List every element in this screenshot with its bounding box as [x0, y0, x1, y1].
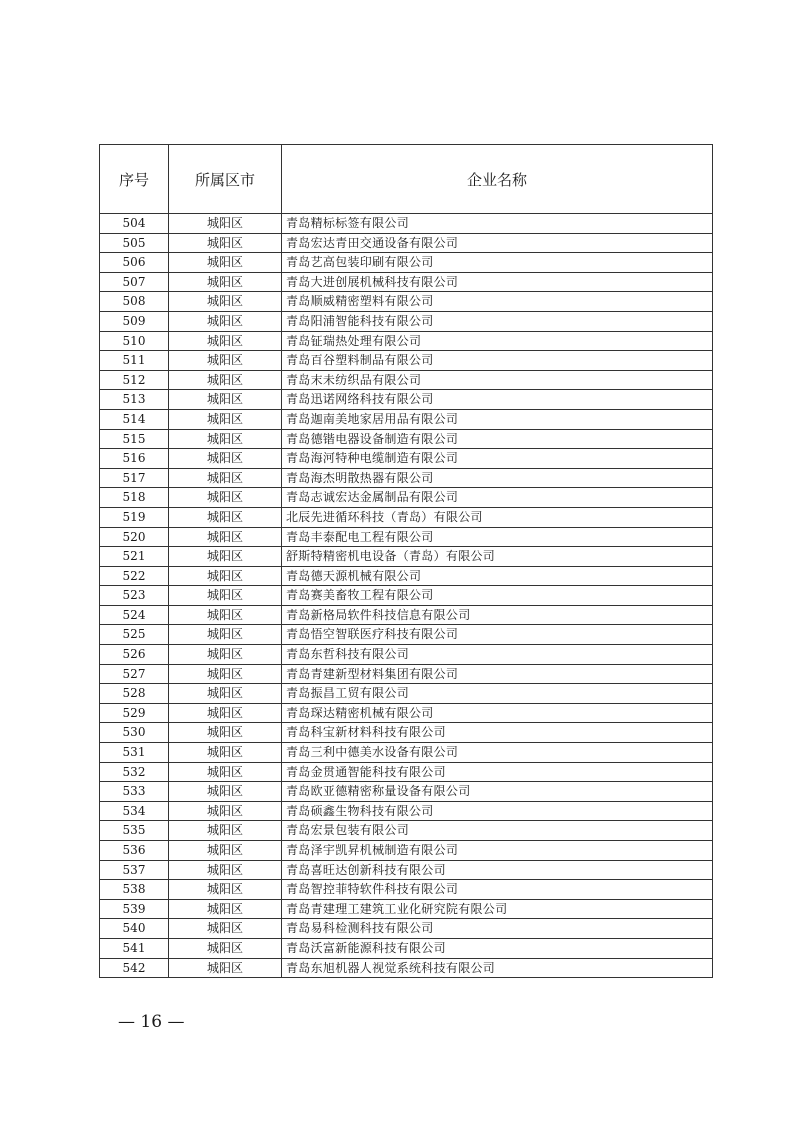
row-district: 城阳区 — [169, 214, 282, 234]
row-company-name: 青岛钲瑞热处理有限公司 — [282, 331, 713, 351]
row-district: 城阳区 — [169, 880, 282, 900]
table-row — [100, 841, 713, 861]
row-company-name: 青岛泽宇凯昇机械制造有限公司 — [282, 841, 713, 861]
row-serial-number: 542 — [100, 958, 169, 978]
row-district: 城阳区 — [169, 743, 282, 763]
row-company-name: 青岛新格局软件科技信息有限公司 — [282, 605, 713, 625]
row-serial-number: 509 — [100, 311, 169, 331]
row-serial-number: 539 — [100, 899, 169, 919]
row-company-name: 青岛宏景包装有限公司 — [282, 821, 713, 841]
table-row — [100, 409, 713, 429]
row-district: 城阳区 — [169, 390, 282, 410]
row-serial-number: 511 — [100, 351, 169, 371]
row-company-name: 青岛海杰明散热器有限公司 — [282, 468, 713, 488]
row-district: 城阳区 — [169, 703, 282, 723]
table-row — [100, 684, 713, 704]
table-row — [100, 370, 713, 390]
row-serial-number: 532 — [100, 762, 169, 782]
row-company-name: 青岛百谷塑料制品有限公司 — [282, 351, 713, 371]
row-serial-number: 538 — [100, 880, 169, 900]
row-district: 城阳区 — [169, 958, 282, 978]
row-serial-number: 525 — [100, 625, 169, 645]
table-row — [100, 507, 713, 527]
table-row — [100, 253, 713, 273]
row-company-name: 青岛沃富新能源科技有限公司 — [282, 938, 713, 958]
row-serial-number: 516 — [100, 449, 169, 469]
row-district: 城阳区 — [169, 331, 282, 351]
row-company-name: 青岛喜旺达创新科技有限公司 — [282, 860, 713, 880]
row-company-name: 青岛精标标签有限公司 — [282, 214, 713, 234]
row-district: 城阳区 — [169, 370, 282, 390]
row-district: 城阳区 — [169, 919, 282, 939]
row-serial-number: 507 — [100, 272, 169, 292]
table-body — [100, 214, 713, 978]
table-row — [100, 958, 713, 978]
row-company-name: 青岛智控菲特软件科技有限公司 — [282, 880, 713, 900]
row-district: 城阳区 — [169, 801, 282, 821]
row-serial-number: 535 — [100, 821, 169, 841]
row-district: 城阳区 — [169, 586, 282, 606]
row-company-name: 北辰先进循环科技（青岛）有限公司 — [282, 507, 713, 527]
row-serial-number: 510 — [100, 331, 169, 351]
row-district: 城阳区 — [169, 409, 282, 429]
row-serial-number: 527 — [100, 664, 169, 684]
table-row — [100, 899, 713, 919]
row-serial-number: 514 — [100, 409, 169, 429]
row-serial-number: 520 — [100, 527, 169, 547]
table-row — [100, 311, 713, 331]
row-company-name: 青岛三利中德美水设备有限公司 — [282, 743, 713, 763]
table-row — [100, 645, 713, 665]
table-row — [100, 664, 713, 684]
row-company-name: 青岛东哲科技有限公司 — [282, 645, 713, 665]
table-row — [100, 272, 713, 292]
table-row — [100, 919, 713, 939]
table-row — [100, 743, 713, 763]
row-company-name: 青岛科宝新材料科技有限公司 — [282, 723, 713, 743]
row-district: 城阳区 — [169, 292, 282, 312]
row-district: 城阳区 — [169, 841, 282, 861]
row-company-name: 青岛丰泰配电工程有限公司 — [282, 527, 713, 547]
row-district: 城阳区 — [169, 272, 282, 292]
row-district: 城阳区 — [169, 547, 282, 567]
row-serial-number: 537 — [100, 860, 169, 880]
row-district: 城阳区 — [169, 449, 282, 469]
table-row — [100, 468, 713, 488]
table-row — [100, 429, 713, 449]
row-district: 城阳区 — [169, 605, 282, 625]
table-row — [100, 566, 713, 586]
table-row — [100, 527, 713, 547]
row-company-name: 青岛东旭机器人视觉系统科技有限公司 — [282, 958, 713, 978]
table-row — [100, 703, 713, 723]
row-company-name: 青岛大进创展机械科技有限公司 — [282, 272, 713, 292]
table-row — [100, 801, 713, 821]
row-company-name: 青岛顺威精密塑料有限公司 — [282, 292, 713, 312]
page-number: — 16 — — [118, 1012, 185, 1032]
header-district: 所属区市 — [169, 145, 282, 214]
row-district: 城阳区 — [169, 351, 282, 371]
row-serial-number: 521 — [100, 547, 169, 567]
row-serial-number: 517 — [100, 468, 169, 488]
row-district: 城阳区 — [169, 527, 282, 547]
row-company-name: 青岛迦南美地家居用品有限公司 — [282, 409, 713, 429]
row-serial-number: 504 — [100, 214, 169, 234]
row-district: 城阳区 — [169, 684, 282, 704]
row-company-name: 青岛宏达青田交通设备有限公司 — [282, 233, 713, 253]
row-serial-number: 533 — [100, 782, 169, 802]
row-district: 城阳区 — [169, 938, 282, 958]
row-serial-number: 524 — [100, 605, 169, 625]
row-company-name: 青岛硕鑫生物科技有限公司 — [282, 801, 713, 821]
table-row — [100, 938, 713, 958]
row-district: 城阳区 — [169, 429, 282, 449]
row-district: 城阳区 — [169, 625, 282, 645]
row-serial-number: 515 — [100, 429, 169, 449]
row-company-name: 青岛艺高包装印刷有限公司 — [282, 253, 713, 273]
table-row — [100, 605, 713, 625]
row-district: 城阳区 — [169, 566, 282, 586]
row-serial-number: 534 — [100, 801, 169, 821]
row-district: 城阳区 — [169, 664, 282, 684]
table-row — [100, 292, 713, 312]
table-row — [100, 547, 713, 567]
company-list-table-wrapper — [99, 144, 712, 978]
header-company-name: 企业名称 — [282, 145, 713, 214]
row-company-name: 青岛末未纺织品有限公司 — [282, 370, 713, 390]
row-serial-number: 508 — [100, 292, 169, 312]
row-serial-number: 518 — [100, 488, 169, 508]
row-district: 城阳区 — [169, 723, 282, 743]
row-company-name: 青岛易科检测科技有限公司 — [282, 919, 713, 939]
table-row — [100, 625, 713, 645]
row-serial-number: 528 — [100, 684, 169, 704]
table-row — [100, 390, 713, 410]
row-serial-number: 512 — [100, 370, 169, 390]
row-district: 城阳区 — [169, 233, 282, 253]
row-district: 城阳区 — [169, 311, 282, 331]
row-district: 城阳区 — [169, 899, 282, 919]
company-list-table — [99, 144, 713, 978]
row-company-name: 青岛志诚宏达金属制品有限公司 — [282, 488, 713, 508]
table-row — [100, 821, 713, 841]
table-row — [100, 331, 713, 351]
row-company-name: 青岛振昌工贸有限公司 — [282, 684, 713, 704]
row-company-name: 青岛德天源机械有限公司 — [282, 566, 713, 586]
row-district: 城阳区 — [169, 253, 282, 273]
row-company-name: 青岛赛美畜牧工程有限公司 — [282, 586, 713, 606]
row-district: 城阳区 — [169, 507, 282, 527]
row-serial-number: 536 — [100, 841, 169, 861]
row-district: 城阳区 — [169, 468, 282, 488]
row-serial-number: 530 — [100, 723, 169, 743]
row-district: 城阳区 — [169, 782, 282, 802]
row-district: 城阳区 — [169, 645, 282, 665]
row-district: 城阳区 — [169, 860, 282, 880]
table-row — [100, 214, 713, 234]
row-serial-number: 505 — [100, 233, 169, 253]
row-district: 城阳区 — [169, 821, 282, 841]
table-row — [100, 351, 713, 371]
table-row — [100, 586, 713, 606]
row-serial-number: 526 — [100, 645, 169, 665]
row-company-name: 青岛阳浦智能科技有限公司 — [282, 311, 713, 331]
row-serial-number: 513 — [100, 390, 169, 410]
row-company-name: 青岛迅诺网络科技有限公司 — [282, 390, 713, 410]
row-serial-number: 523 — [100, 586, 169, 606]
table-header-row — [100, 145, 713, 214]
row-serial-number: 506 — [100, 253, 169, 273]
header-serial-number: 序号 — [100, 145, 169, 214]
row-serial-number: 531 — [100, 743, 169, 763]
row-serial-number: 540 — [100, 919, 169, 939]
row-serial-number: 529 — [100, 703, 169, 723]
row-company-name: 青岛琛达精密机械有限公司 — [282, 703, 713, 723]
row-serial-number: 522 — [100, 566, 169, 586]
table-row — [100, 762, 713, 782]
row-company-name: 青岛德锴电器设备制造有限公司 — [282, 429, 713, 449]
row-company-name: 青岛青建新型材料集团有限公司 — [282, 664, 713, 684]
table-row — [100, 233, 713, 253]
row-company-name: 青岛青建理工建筑工业化研究院有限公司 — [282, 899, 713, 919]
row-company-name: 舒斯特精密机电设备（青岛）有限公司 — [282, 547, 713, 567]
table-row — [100, 449, 713, 469]
row-serial-number: 519 — [100, 507, 169, 527]
row-district: 城阳区 — [169, 762, 282, 782]
row-serial-number: 541 — [100, 938, 169, 958]
row-company-name: 青岛金贯通智能科技有限公司 — [282, 762, 713, 782]
table-row — [100, 488, 713, 508]
table-row — [100, 723, 713, 743]
table-row — [100, 782, 713, 802]
table-row — [100, 860, 713, 880]
row-district: 城阳区 — [169, 488, 282, 508]
row-company-name: 青岛海河特种电缆制造有限公司 — [282, 449, 713, 469]
row-company-name: 青岛欧亚德精密称量设备有限公司 — [282, 782, 713, 802]
table-row — [100, 880, 713, 900]
row-company-name: 青岛悟空智联医疗科技有限公司 — [282, 625, 713, 645]
